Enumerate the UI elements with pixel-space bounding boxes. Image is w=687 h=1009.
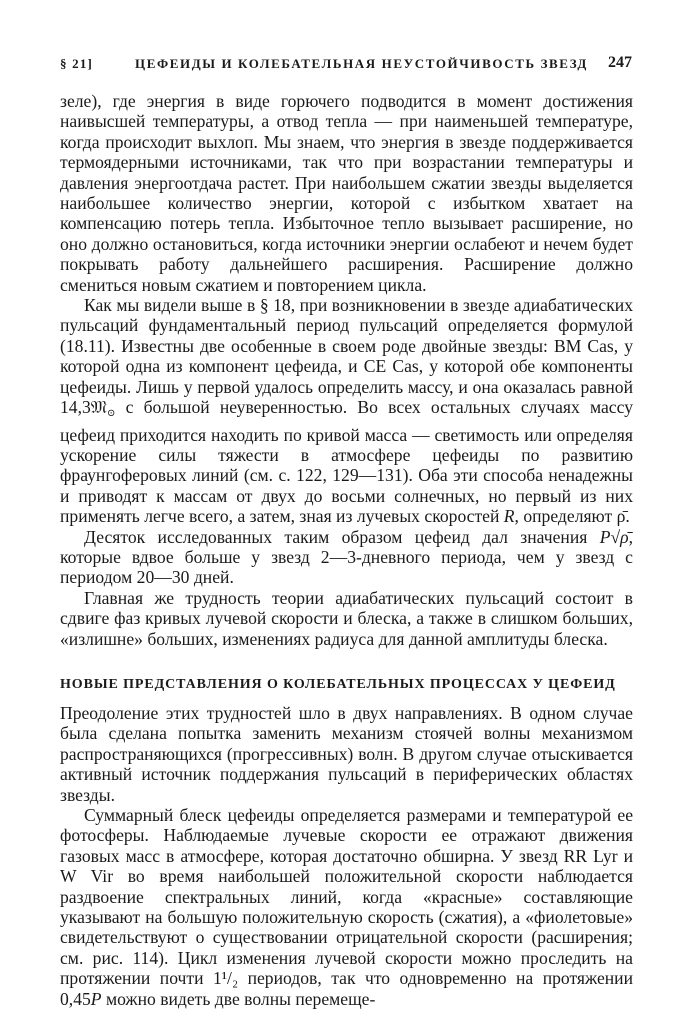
density-symbol: ρ̄ <box>616 506 626 527</box>
paragraph-new-ideas: Преодоление этих трудностей шло в двух направлениях. В одном случае была сделана попытка заменить механизм стоячей волны механизмом распространяющихся (прогрессивных) волн. В другом случае отыскивается активный источник поддержания пульсаций в периферических областях звезды. <box>60 702 633 805</box>
page-body <box>60 91 633 1009</box>
paragraph-brightness <box>60 805 633 1009</box>
text-run: Как мы видели выше в § 18, при возникновении в звезде адиабатических пульсаций фундаментальный период пульсаций определяется формулой (18.11). Известны две особенные в своем роде двойные звезды: BM Cas, у которой одна из компонент цефеида, и CE Cas, у которой обе компоненты цефеиды. Лишь у первой удалось определить массу, и она оказалась равной 14,3 <box>60 295 633 418</box>
text-run: Десяток исследованных таким образом цефеид дал значения <box>84 526 600 547</box>
section-marker: § 21] <box>60 56 94 71</box>
paragraph-mass-estimates <box>60 295 633 526</box>
text-run: с большой неуверенностью. Во всех остальных случаях массу цефеид приходится находить по кривой масса — светимость или определяя ускорение силы тяжести в атмосфере цефеиды по развитию фраунгоферовых линий (см. с. 122, 129—131). Оба эти способа ненадежны и приводят к массам от двух до восьми солнечных, но первый из них применять легче всего, а затем, зная из лучевых скоростей <box>60 397 633 527</box>
paragraph-continuation: зеле), где энергия в виде горючего подводится в момент достижения наивысшей температуры, а отвод тепла — при наименьшей температуре, когда происходит выхлоп. Мы знаем, что энергия в звезде поддерживается термоядерными источниками, так что при возрастании температуры и давления энергоотдача растет. При наибольшем сжатии звезды выделяется наибольшее количество энергии, которой с избытком хватает на компенсацию потерь тепла. Избыточное тепло вызывает расширение, но оно должно остановиться, когда источники энергии ослабеют и нечем будет покрывать работу дальнейшего расширения. Расширение должно смениться новым сжатием и повторением цикла. <box>60 91 633 295</box>
running-title: ЦЕФЕИДЫ И КОЛЕБАТЕЛЬНАЯ НЕУСТОЙЧИВОСТЬ ЗВЕЗД <box>135 56 588 71</box>
solar-mass-symbol: 𝔐 <box>90 397 107 418</box>
running-header <box>60 52 632 74</box>
text-run: периодов, так что одновременно на протяжении 0,45 <box>60 968 633 1009</box>
section-heading: НОВЫЕ ПРЕДСТАВЛЕНИЯ О КОЛЕБАТЕЛЬНЫХ ПРОЦЕССАХ У ЦЕФЕИД <box>60 676 616 692</box>
fraction-one-half: ¹/₂ <box>221 968 239 989</box>
text-run: можно видеть две волны перемеще- <box>101 988 376 1009</box>
period-density-formula: P√ρ̄ <box>599 526 629 547</box>
radius-symbol: R <box>503 506 515 527</box>
text-run: , которые вдвое больше у звезд 2—3-дневного периода, чем у звезд с периодом 20—30 дней. <box>60 526 633 588</box>
text-run: , определяют <box>514 506 617 527</box>
page-number: 247 <box>608 54 632 71</box>
text-run: Суммарный блеск цефеиды определяется размерами и температурой ее фотосферы. Наблюдаемые лучевые скорости ее отражают движения газовых масс в атмосфере, которая достаточно обширна. У звезд RR Lyr и W Vir во время наибольшей положительной скорости наблюдается раздвоение спектральных линий, когда «красные» составляющие указывают на большую положительную скорость (сжатия), а «фиолетовые» свидетельствуют о существовании отрицательной скорости (расширения; см. рис. 114). Цикл изменения лучевой скорости можно проследить на протяжении почти 1 <box>60 805 633 989</box>
sun-subscript: ⊙ <box>106 408 116 420</box>
paragraph-phase-shift: Главная же трудность теории адиабатических пульсаций состоит в сдвиге фаз кривых лучевой скорости и блеска, а также в слишком больших, «излишне» больших, изменениях радиуса для данной амплитуды блеска. <box>60 587 633 649</box>
period-symbol: P <box>90 988 102 1009</box>
paragraph-pulsation-constant <box>60 527 633 588</box>
text-run: . <box>625 506 630 527</box>
